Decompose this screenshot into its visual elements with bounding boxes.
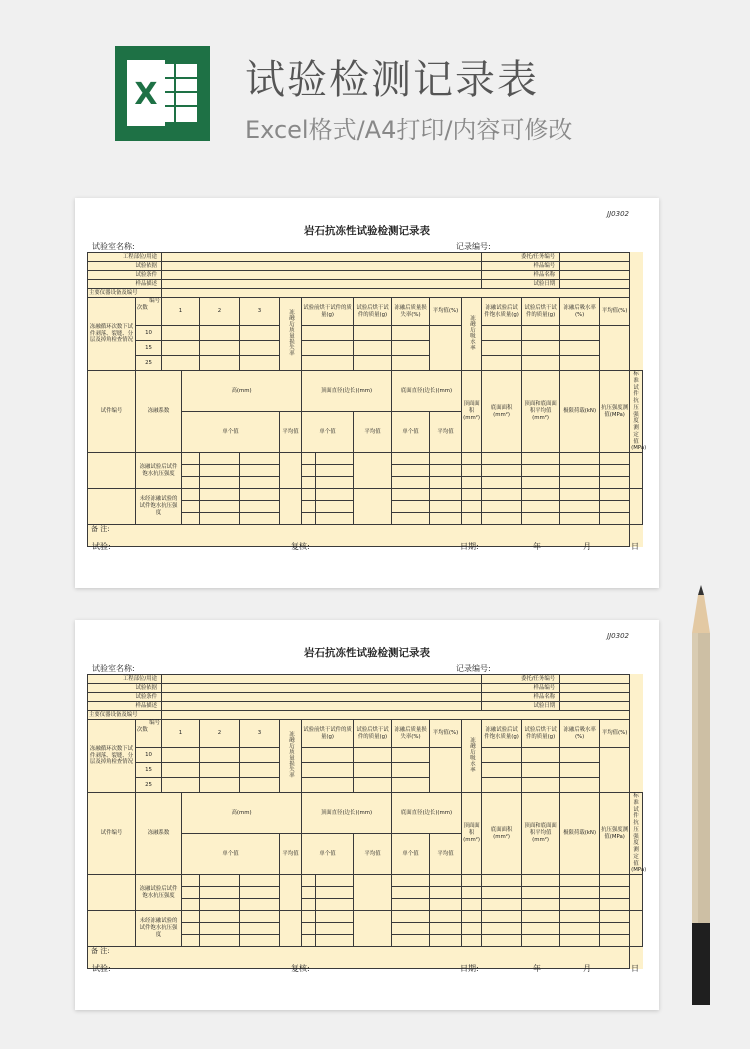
absorb-vertical: 冻融后吸水率	[462, 298, 482, 371]
date-label: 日期:	[460, 964, 479, 973]
label-entrust: 委托/任务编号	[482, 253, 560, 262]
bottom-area: 底面面积(mm²)	[482, 371, 522, 453]
number-cycles-header: 编号 次数	[136, 298, 162, 326]
top-area: 顶面面积(mm²)	[462, 793, 482, 875]
avg-area: 顶面和底面面积平均值(mm²)	[522, 793, 560, 875]
record-grid	[87, 252, 647, 547]
col-3: 3	[240, 298, 280, 326]
col-2: 2	[200, 720, 240, 748]
strength-val: 抗压强度测值(MPa)	[600, 793, 630, 875]
lab-name-label: 试验室名称:	[92, 664, 135, 673]
mass-after: 试验后烘干试件的质量(g)	[354, 298, 392, 326]
height-header: 高(mm)	[182, 793, 302, 834]
avg-bottom: 平均值	[430, 412, 462, 453]
month-label: 月	[583, 964, 591, 973]
label-equipment: 主要仪器设备及编号	[88, 711, 162, 720]
label-condition: 试验条件	[88, 271, 162, 280]
label-sample-name: 样品名称	[482, 693, 560, 702]
mass-before: 试验前烘干试件的质量(g)	[302, 720, 354, 748]
label-equipment: 主要仪器设备及编号	[88, 289, 162, 298]
std-strength: 标准试件抗压强度测定值(MPa)	[631, 371, 647, 452]
absorb-rate: 冻融后吸水率(%)	[560, 720, 600, 748]
mass-before: 试验前烘干试件的质量(g)	[302, 298, 354, 326]
col-3: 3	[240, 720, 280, 748]
single-bottom: 单个值	[392, 834, 430, 875]
month-label: 月	[583, 542, 591, 551]
label-entrust: 委托/任务编号	[482, 675, 560, 684]
top-area: 顶面面积(mm²)	[462, 371, 482, 453]
label-sample-desc: 样品描述	[88, 280, 162, 289]
label-sample-name: 样品名称	[482, 271, 560, 280]
tester-label: 试验:	[92, 542, 111, 551]
cycle-10: 10	[136, 748, 162, 763]
cycle-25: 25	[136, 356, 162, 371]
page-subtitle: Excel格式/A4打印/内容可修改	[245, 116, 573, 144]
label-project: 工程部位/用途	[88, 253, 162, 262]
coef-header: 冻融系数	[136, 371, 182, 453]
max-load: 极限荷载(kN)	[560, 371, 600, 453]
avg-top: 平均值	[354, 834, 392, 875]
bottom-diam-header: 底面直径(边长)(mm)	[392, 793, 462, 834]
label-condition: 试验条件	[88, 693, 162, 702]
col-1: 1	[162, 720, 200, 748]
single-height: 单个值	[182, 834, 280, 875]
absorb-dry: 试验后烘干试件的质量(g)	[522, 720, 560, 748]
day-label: 日	[631, 542, 639, 551]
cycle-desc: 冻融循环次数下试件剥落、裂缝、分层及掉角检查情况	[88, 720, 136, 793]
remark-label: 备 注:	[88, 525, 630, 547]
specimen-no: 试件编号	[88, 371, 136, 453]
cycle-10: 10	[136, 326, 162, 341]
single-bottom: 单个值	[392, 412, 430, 453]
reviewer-label: 复核:	[291, 964, 310, 973]
record-no-label: 记录编号:	[456, 664, 491, 673]
absorb-saturated: 冻融试验后试件饱水质量(g)	[482, 298, 522, 326]
coef-header: 冻融系数	[136, 793, 182, 875]
page-title: 试验检测记录表	[245, 57, 539, 103]
no-freeze: 未经冻融试验的试件饱水抗压强度	[136, 911, 182, 947]
pencil-icon	[690, 585, 712, 1005]
std-strength: 标准试件抗压强度测定值(MPa)	[631, 793, 647, 874]
record-grid	[87, 674, 647, 969]
label-test-date: 试验日期	[482, 702, 560, 711]
form-title: 岩石抗冻性试验检测记录表	[304, 647, 430, 659]
absorb-dry: 试验后烘干试件的质量(g)	[522, 298, 560, 326]
lab-name-label: 试验室名称:	[92, 242, 135, 251]
top-diam-header: 顶面直径(边长)(mm)	[302, 793, 392, 834]
avg-pct2: 平均值(%)	[600, 720, 630, 748]
label-basis: 试验依据	[88, 684, 162, 693]
tester-label: 试验:	[92, 964, 111, 973]
form-sheet	[75, 198, 659, 588]
form-sheet	[75, 620, 659, 1010]
label-sample-no: 样品编号	[482, 684, 560, 693]
col-1: 1	[162, 298, 200, 326]
strength-val: 抗压强度测值(MPa)	[600, 371, 630, 453]
form-code: JJ0302	[607, 632, 629, 640]
label-basis: 试验依据	[88, 262, 162, 271]
avg-pct: 平均值(%)	[430, 720, 462, 748]
cycle-15: 15	[136, 763, 162, 778]
date-label: 日期:	[460, 542, 479, 551]
absorb-vertical: 冻融后吸水率	[462, 720, 482, 793]
avg-bottom: 平均值	[430, 834, 462, 875]
max-load: 极限荷载(kN)	[560, 793, 600, 875]
single-top: 单个值	[302, 412, 354, 453]
label-sample-no: 样品编号	[482, 262, 560, 271]
single-top: 单个值	[302, 834, 354, 875]
cycle-desc: 冻融循环次数下试件剥落、裂缝、分层及掉角检查情况	[88, 298, 136, 371]
excel-icon	[115, 46, 210, 141]
avg-pct2: 平均值(%)	[600, 298, 630, 326]
excel-icon-letter: X	[134, 77, 158, 112]
height-header: 高(mm)	[182, 371, 302, 412]
mass-loss-rate: 冻融后质量损失率(%)	[392, 298, 430, 326]
col-2: 2	[200, 298, 240, 326]
year-label: 年	[533, 964, 541, 973]
bottom-diam-header: 底面直径(边长)(mm)	[392, 371, 462, 412]
label-project: 工程部位/用途	[88, 675, 162, 684]
bottom-area: 底面面积(mm²)	[482, 793, 522, 875]
mass-loss-vertical: 冻融后质量损失率	[280, 298, 302, 371]
absorb-rate: 冻融后吸水率(%)	[560, 298, 600, 326]
cycle-15: 15	[136, 341, 162, 356]
mass-loss-rate: 冻融后质量损失率(%)	[392, 720, 430, 748]
label-sample-desc: 样品描述	[88, 702, 162, 711]
no-freeze: 未经冻融试验的试件饱水抗压强度	[136, 489, 182, 525]
after-freeze: 冻融试验后试件饱水抗压强度	[136, 875, 182, 911]
avg-area: 顶面和底面面积平均值(mm²)	[522, 371, 560, 453]
after-freeze: 冻融试验后试件饱水抗压强度	[136, 453, 182, 489]
absorb-saturated: 冻融试验后试件饱水质量(g)	[482, 720, 522, 748]
form-title: 岩石抗冻性试验检测记录表	[304, 225, 430, 237]
reviewer-label: 复核:	[291, 542, 310, 551]
day-label: 日	[631, 964, 639, 973]
top-diam-header: 顶面直径(边长)(mm)	[302, 371, 392, 412]
number-cycles-header: 编号 次数	[136, 720, 162, 748]
avg-pct: 平均值(%)	[430, 298, 462, 326]
label-test-date: 试验日期	[482, 280, 560, 289]
mass-after: 试验后烘干试件的质量(g)	[354, 720, 392, 748]
form-code: JJ0302	[607, 210, 629, 218]
remark-label: 备 注:	[88, 947, 630, 969]
cycle-25: 25	[136, 778, 162, 793]
mass-loss-vertical: 冻融后质量损失率	[280, 720, 302, 793]
single-height: 单个值	[182, 412, 280, 453]
avg-top: 平均值	[354, 412, 392, 453]
specimen-no: 试件编号	[88, 793, 136, 875]
year-label: 年	[533, 542, 541, 551]
avg-height: 平均值	[280, 412, 302, 453]
avg-height: 平均值	[280, 834, 302, 875]
record-no-label: 记录编号:	[456, 242, 491, 251]
